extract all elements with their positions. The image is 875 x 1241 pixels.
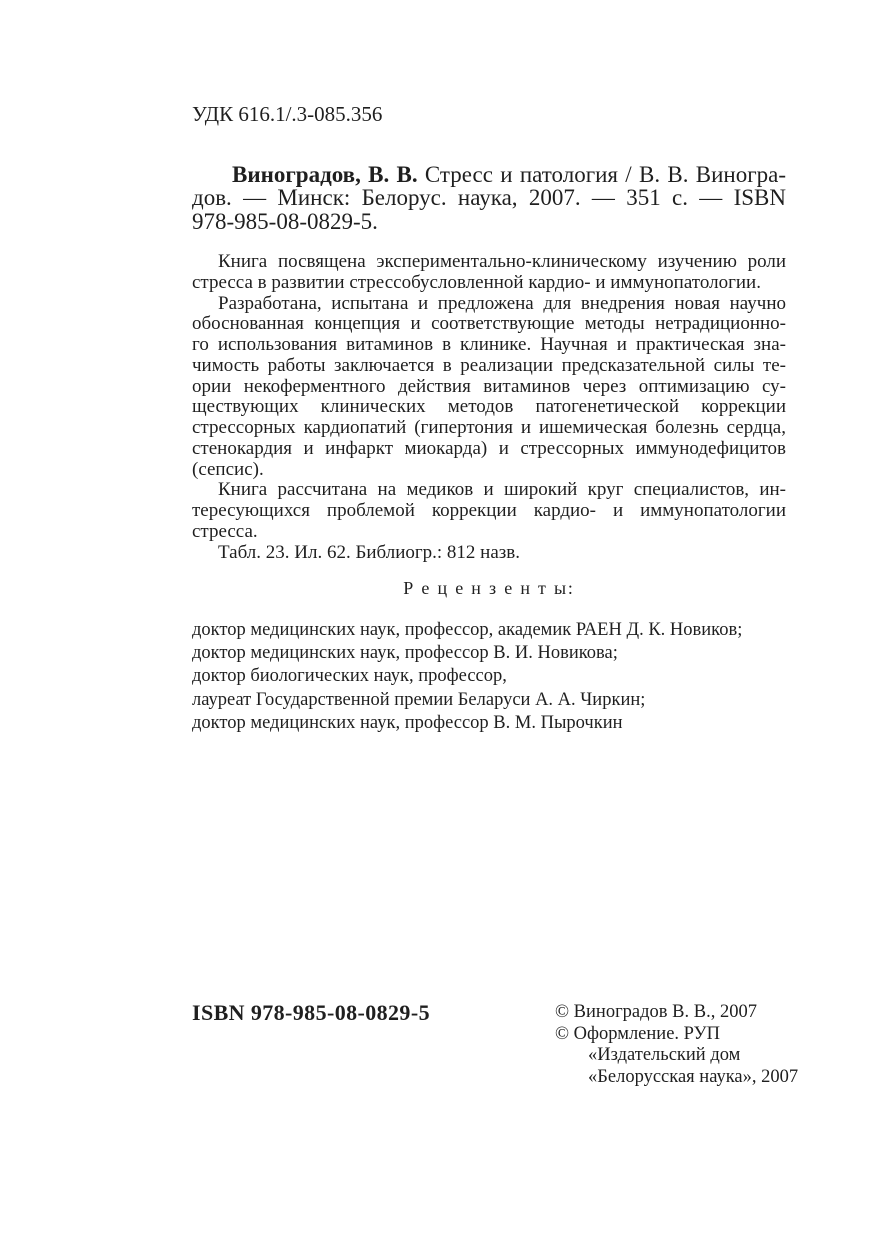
paragraph-line: го использования витаминов в клинике. Научная и практическая зна- xyxy=(192,334,786,355)
reviewer-entry: доктор медицинских наук, профессор, академик РАЕН Д. К. Новиков; xyxy=(192,620,743,640)
paragraph-line: ории некоферментного действия витаминов через оптимизацию су- xyxy=(192,375,786,397)
reviewers-heading: Р е ц е н з е н т ы: xyxy=(403,578,575,598)
paragraph-line: стресса. xyxy=(192,520,258,542)
reviewer-entry: лауреат Государственной премии Беларуси А. А. Чиркин; xyxy=(192,689,646,710)
bib-line: дов. — Минск: Белорус. наука, 2007. — 351 с. — ISBN xyxy=(192,185,786,211)
reviewer-entry: доктор медицинских наук, профессор В. М. Пырочкин xyxy=(192,712,623,733)
paragraph-line: чимость работы заключается в реализации предсказательной силы те- xyxy=(192,354,786,376)
udk-classification: УДК 616.1/.3-085.356 xyxy=(192,102,383,126)
copyright-line: «Белорусская наука», 2007 xyxy=(588,1067,799,1088)
annotation-paragraph xyxy=(192,252,786,294)
paragraph-line: стрессорных кардиопатий (гипертония и ишемическая болезнь сердца, xyxy=(192,417,786,438)
paragraph-line: (сепсис). xyxy=(192,458,264,480)
paragraph-line: Разработана, испытана и предложена для внедрения новая научно xyxy=(218,292,786,314)
paragraph-line: Книга рассчитана на медиков и широкий круг специалистов, ин- xyxy=(218,479,786,501)
reviewer-entry: доктор медицинских наук, профессор В. И. Новикова; xyxy=(192,643,618,664)
reviewer-entry: доктор биологических наук, профессор, xyxy=(192,666,507,687)
paragraph-line: обоснованная концепция и соответствующие методы нетрадиционно- xyxy=(192,313,786,335)
reviewers-list xyxy=(192,619,786,735)
copyright-block xyxy=(555,1002,805,1089)
annotation-paragraph xyxy=(192,480,786,542)
annotation xyxy=(192,252,786,563)
paragraph-line: стресса в развитии стрессобусловленной кардио- и иммунопатологии. xyxy=(192,271,761,293)
paragraph-line: стенокардия и инфаркт миокарда) и стрессорных иммунодефицитов xyxy=(192,437,786,459)
bib-author: Виноградов, В. В. xyxy=(232,162,418,187)
annotation-paragraph xyxy=(192,294,786,481)
bib-line xyxy=(192,163,786,186)
bib-title-fragment: Стресс и патология / В. В. Виногра- xyxy=(417,162,787,187)
bib-line: 978-985-08-0829-5. xyxy=(192,208,378,234)
paragraph-line: Книга посвящена экспериментально-клиническому изучению роли xyxy=(218,251,786,272)
copyright-line: © Виноградов В. В., 2007 xyxy=(555,1002,757,1022)
bibliographic-entry xyxy=(192,163,786,233)
copyright-line: «Издательский дом xyxy=(588,1045,741,1066)
annotation-paragraph xyxy=(192,543,786,564)
paragraph-line: тересующихся проблемой коррекции кардио- и иммунопатологии xyxy=(192,500,786,521)
copyright-line: © Оформление. РУП xyxy=(555,1023,720,1044)
paragraph-line: ществующих клинических методов патогенетической коррекции xyxy=(192,396,786,418)
isbn-number: ISBN 978-985-08-0829-5 xyxy=(192,1000,430,1025)
paragraph-line: Табл. 23. Ил. 62. Библиогр.: 812 назв. xyxy=(218,541,521,563)
